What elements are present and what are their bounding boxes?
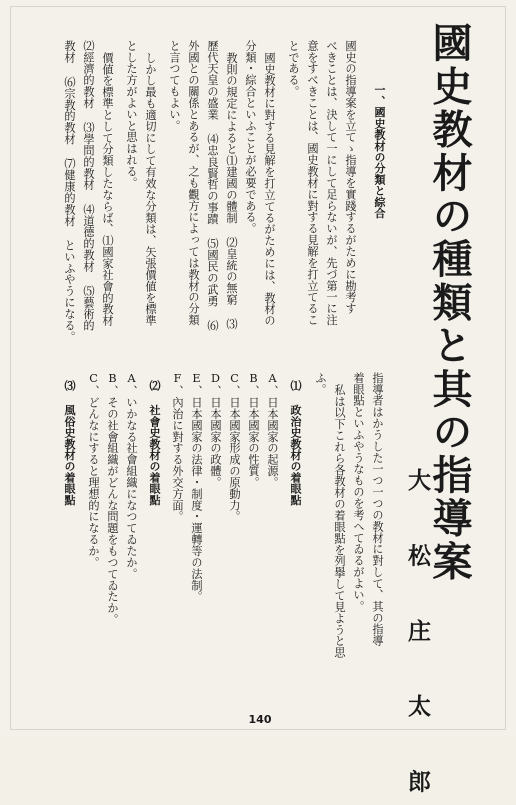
section1-line: 教則の規定によると⑴建國の體制 ⑵皇統の無窮 ⑶ xyxy=(225,52,238,330)
section1-heading: 一、國史教材の分類と綜合 xyxy=(373,84,386,219)
section1-line: 價値を標準として分類したならば、⑴國家社會的教材 xyxy=(101,52,114,327)
section1-line: 國史の指導案を立てゝ指導を實踐するがために勘考す xyxy=(344,40,357,315)
section1-line: しかし最も適切にして有效な分類は、矢張價値を標準 xyxy=(144,52,157,327)
section1-line: 國史教材に對する見解を打立てるがためには、教材の xyxy=(263,52,276,327)
article-title: 國史教材の種類と其の指導案 xyxy=(426,22,473,584)
political-heading: ⑴ 政治史教材の着眼點 xyxy=(289,380,302,506)
section1-line: 意をすべきことは、國史教材に對する見解を打立てるこ xyxy=(306,40,319,326)
section1-line: 外國との關係とあるが、之も觀方によっては教材の分類 xyxy=(187,40,200,326)
section1-line: とした方がよいと思はれる。 xyxy=(125,40,138,189)
section1-line: 教材 ⑹宗教的教材 ⑺健康的教材 といふやうになる。 xyxy=(63,40,76,343)
section1-line: 歷代天皇の盛業 ⑷忠良賢哲の事蹟 ⑸國民の武勇 ⑹ xyxy=(206,40,219,331)
political-item: F、內治に對する外交方面。 xyxy=(171,372,184,523)
intro-line: 指導者はかうした一つ一つの教材に對して、其の指導 xyxy=(371,372,384,647)
section1-line: と言つてもよい。 xyxy=(168,40,181,132)
social-heading: ⑵ 社會史教材の着眼點 xyxy=(148,380,161,506)
intro-line: 着眼點といふやうなものを考へてゐるがよい。 xyxy=(352,372,365,612)
political-item: D、日本國家の政體。 xyxy=(209,372,222,489)
social-item: C、どんなにすると理想的になるか。 xyxy=(87,372,100,569)
section1-line: とである。 xyxy=(287,40,300,98)
customs-heading: ⑶ 風俗史教材の着眼點 xyxy=(63,380,76,506)
section1-line: ⑵經濟的教材 ⑶學問的教材 ⑷道德的教材 ⑸藝術的 xyxy=(82,40,95,331)
political-item: E、日本國家の法律・制度・運轉等の法制。 xyxy=(190,372,203,603)
political-item: C、日本國家形成の原動力。 xyxy=(228,372,241,523)
section1-line: 分類・綜合といふことが必要である。 xyxy=(244,40,257,235)
social-item: A、いかなる社會組織になつてゐたか。 xyxy=(125,372,138,580)
social-item: B、その社會組織がどんな問題をもつてゐたか。 xyxy=(106,372,119,626)
intro-line: ふ。 xyxy=(314,372,327,395)
political-item: A、日本國家の起源。 xyxy=(266,372,279,489)
political-item: B、日本國家の性質。 xyxy=(247,372,260,489)
intro-line: 私は以下これら各教材の着眼點を列擧して見ようと思 xyxy=(333,384,346,659)
section1-line: べきことは、決して一にして足らないが、先づ第一に注 xyxy=(325,40,338,326)
page-number: 140 xyxy=(248,713,272,726)
author-name: 大 松 庄 太 郎 xyxy=(404,468,431,805)
